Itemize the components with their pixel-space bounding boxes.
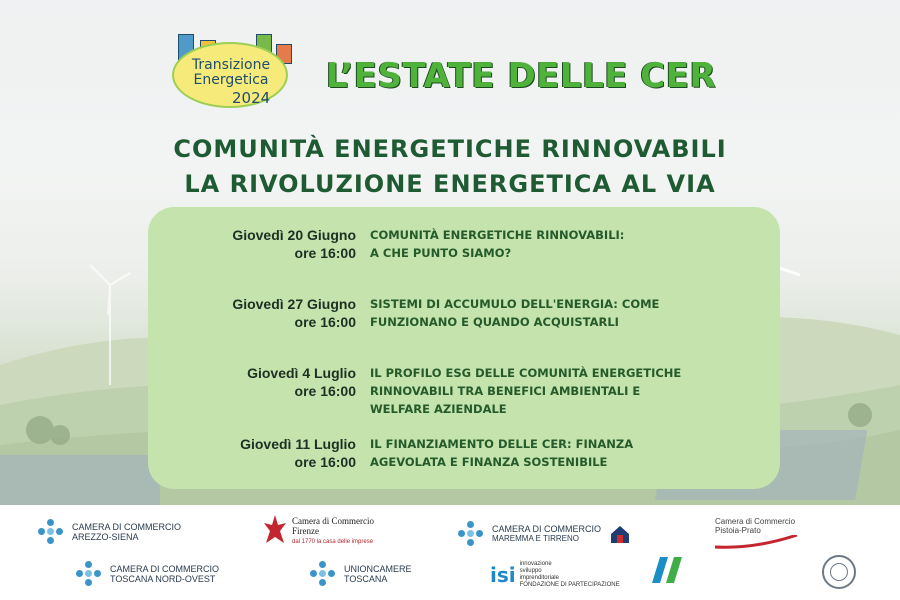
event-topic-line: IL FINANZIAMENTO DELLE CER: FINANZA bbox=[370, 437, 634, 451]
event-time: ore 16:00 bbox=[294, 383, 356, 399]
network-dots-icon bbox=[76, 561, 102, 587]
partner-name-line: MAREMMA E TIRRENO bbox=[492, 534, 579, 543]
partner-name-line: TOSCANA NORD-OVEST bbox=[110, 574, 216, 584]
partner-name-line: CAMERA DI COMMERCIO bbox=[492, 524, 602, 534]
partner-arezzo-siena bbox=[38, 519, 181, 545]
partner-pistoia-prato bbox=[715, 517, 799, 554]
partner-name-line: AREZZO-SIENA bbox=[72, 532, 139, 542]
partner-firenze bbox=[262, 513, 374, 547]
event-date: Giovedì 4 Luglio bbox=[247, 365, 356, 381]
university-seal-icon bbox=[822, 555, 856, 589]
event-topic-line: RINNOVABILI TRA BENEFICI AMBIENTALI E bbox=[370, 384, 641, 398]
event-topic bbox=[370, 364, 770, 418]
event-time: ore 16:00 bbox=[294, 245, 356, 261]
network-dots-icon bbox=[458, 521, 484, 547]
partner-name bbox=[715, 517, 799, 554]
partner-isi bbox=[490, 561, 620, 589]
event-date-block bbox=[232, 295, 356, 331]
partner-name-line: TOSCANA bbox=[344, 574, 388, 584]
event-topic bbox=[370, 226, 770, 262]
event-date: Giovedì 11 Luglio bbox=[240, 436, 356, 452]
event-date: Giovedì 27 Giugno bbox=[232, 296, 356, 312]
partner-name-line: imprenditoriale bbox=[519, 575, 559, 581]
event-schedule-panel bbox=[148, 207, 780, 489]
event-time: ore 16:00 bbox=[294, 314, 356, 330]
network-dots-icon bbox=[310, 561, 336, 587]
partner-name-line: Firenze bbox=[292, 525, 319, 536]
page-title: L’ESTATE DELLE CER bbox=[326, 56, 717, 96]
event-date-block bbox=[247, 364, 356, 400]
network-dots-icon bbox=[38, 519, 64, 545]
partner-maremma-tirreno bbox=[458, 521, 631, 547]
partner-name bbox=[520, 561, 620, 589]
logo-line-1: Transizione bbox=[191, 57, 271, 73]
isi-logo-mark: isi bbox=[490, 563, 516, 587]
partner-name-line: Camera di Commercio bbox=[292, 515, 374, 526]
logo-year: 2024 bbox=[232, 89, 271, 107]
event-topic-line: A CHE PUNTO SIAMO? bbox=[370, 246, 512, 260]
partner-name bbox=[110, 564, 219, 584]
partner-university-seal bbox=[822, 555, 856, 589]
partner-name-line: CAMERA DI COMMERCIO bbox=[72, 522, 182, 532]
event-topic-line: IL PROFILO ESG DELLE COMUNITÀ ENERGETICHE bbox=[370, 366, 682, 380]
event-date-block bbox=[232, 226, 356, 262]
subtitle-line-1: COMUNITÀ ENERGETICHE RINNOVABILI bbox=[173, 135, 727, 163]
event-topic bbox=[370, 435, 770, 471]
event-date-block bbox=[240, 435, 356, 471]
transizione-energetica-logo bbox=[160, 28, 300, 128]
event-topic-line: WELFARE AZIENDALE bbox=[370, 402, 507, 416]
logo-line-2: Energetica bbox=[193, 72, 269, 88]
partner-tagline: dal 1770 la casa delle imprese bbox=[292, 538, 374, 545]
partner-name-line: UNIONCAMERE bbox=[344, 564, 412, 574]
partner-name-line: FONDAZIONE DI PARTECIPAZIONE bbox=[519, 582, 620, 588]
event-topic-line: SISTEMI DI ACCUMULO DELL'ENERGIA: COME bbox=[370, 297, 660, 311]
partner-name-line: sviluppo bbox=[519, 568, 542, 574]
firenze-lily-icon bbox=[262, 513, 288, 547]
partner-logos-footer bbox=[0, 505, 900, 600]
house-icon bbox=[609, 523, 631, 545]
partner-name bbox=[492, 524, 601, 544]
partner-name-line: innovazione bbox=[519, 561, 552, 567]
regional-emblem-icon bbox=[650, 555, 684, 585]
event-time: ore 16:00 bbox=[294, 454, 356, 470]
partner-toscana-nord-ovest bbox=[76, 561, 219, 587]
event-topic bbox=[370, 295, 770, 331]
partner-name-line: Camera di Commercio bbox=[715, 517, 796, 526]
event-topic-line: FUNZIONANO E QUANDO ACQUISTARLI bbox=[370, 315, 619, 329]
event-topic-line: AGEVOLATA E FINANZA SOSTENIBILE bbox=[370, 455, 608, 469]
subtitle-line-2: LA RIVOLUZIONE ENERGETICA AL VIA bbox=[184, 170, 716, 198]
event-topic-line: COMUNITÀ ENERGETICHE RINNOVABILI: bbox=[370, 228, 625, 242]
partner-name-line: Pistoia-Prato bbox=[715, 526, 761, 535]
partner-name-line: CAMERA DI COMMERCIO bbox=[110, 564, 220, 574]
partner-regional-logo bbox=[650, 555, 684, 585]
partner-unioncamere-toscana bbox=[310, 561, 412, 587]
swoosh-icon bbox=[715, 535, 799, 549]
partner-name bbox=[344, 564, 412, 584]
partner-name bbox=[72, 522, 181, 542]
event-date: Giovedì 20 Giugno bbox=[232, 227, 356, 243]
